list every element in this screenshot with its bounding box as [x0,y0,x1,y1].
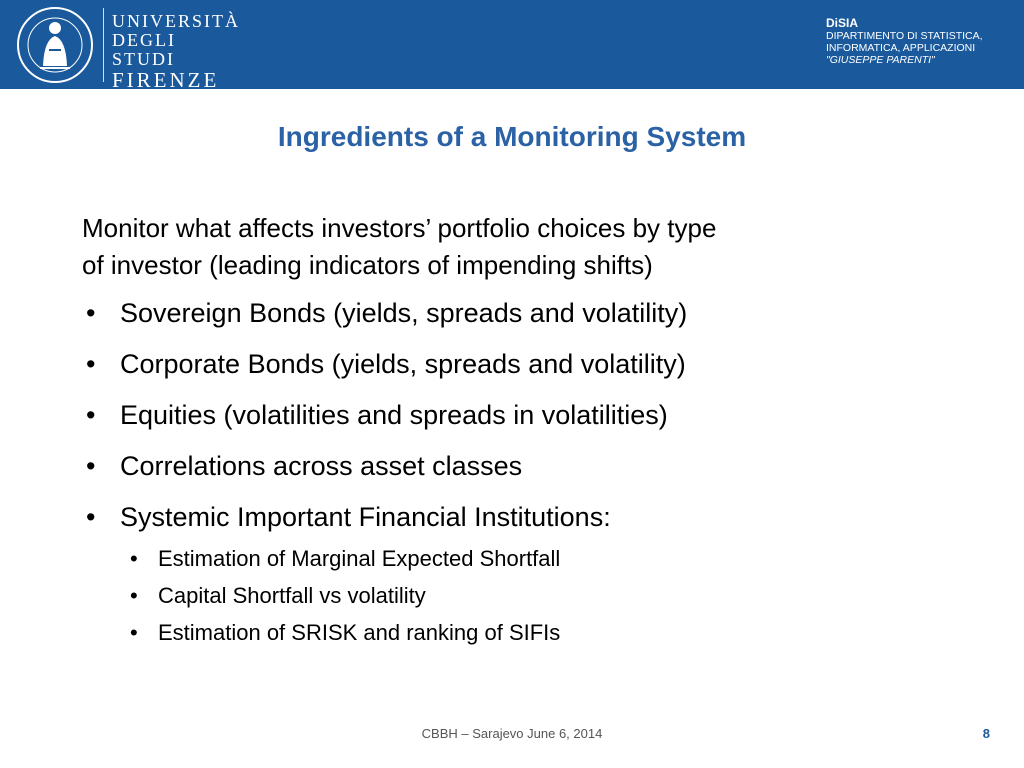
wordmark-line-firenze: FIRENZE [112,68,220,92]
sub-bullet-dot-icon: • [130,620,138,645]
bullet-text: Sovereign Bonds (yields, spreads and volatility) [120,298,688,328]
header-band [0,0,1024,92]
bullet-item [80,296,980,330]
department-line-1: DIPARTIMENTO DI STATISTICA, [826,30,983,42]
bullet-item [80,398,980,432]
main-bullet-list [80,296,980,551]
bullet-item [80,347,980,381]
bullet-text: Correlations across asset classes [120,451,523,481]
bullet-dot-icon: • [86,451,96,481]
sub-bullet-text: Estimation of SRISK and ranking of SIFIs [158,620,561,645]
department-label [826,16,1016,66]
sub-bullet-item [130,583,930,609]
sub-bullet-item [130,546,930,572]
bullet-text: Corporate Bonds (yields, spreads and volatility) [120,349,686,379]
bullet-item [80,449,980,483]
sub-bullet-item [130,620,930,646]
sub-bullet-dot-icon: • [130,583,138,608]
bullet-dot-icon: • [86,349,96,379]
bullet-text: Equities (volatilities and spreads in volatilities) [120,400,668,430]
intro-paragraph [82,210,952,284]
slide-title: Ingredients of a Monitoring System [277,121,747,152]
bullet-dot-icon: • [86,502,96,532]
footer-text: CBBH – Sarajevo June 6, 2014 [421,726,603,741]
bullet-item [80,500,980,534]
sub-bullet-list [130,546,930,657]
bullet-dot-icon: • [86,298,96,328]
university-wordmark [112,12,242,91]
wordmark-line-university: UNIVERSITÀ [112,11,240,31]
sub-bullet-text: Estimation of Marginal Expected Shortfall [158,546,561,571]
intro-line-1: Monitor what affects investors’ portfolio choices by type [82,213,717,243]
bullet-text: Systemic Important Financial Institutions: [120,502,611,532]
department-line-3: "GIUSEPPE PARENTI" [826,54,935,66]
department-acronym: DiSIA [826,16,859,30]
department-line-2: INFORMATICA, APPLICAZIONI [826,42,976,54]
sub-bullet-text: Capital Shortfall vs volatility [158,583,426,608]
bullet-dot-icon: • [86,400,96,430]
sub-bullet-dot-icon: • [130,546,138,571]
wordmark-line-degli-studi: DEGLI STUDI [112,30,176,69]
university-seal-icon [16,6,94,84]
intro-line-2: of investor (leading indicators of impending shifts) [82,250,653,280]
page-number: 8 [982,726,990,741]
logo-divider [103,8,104,82]
